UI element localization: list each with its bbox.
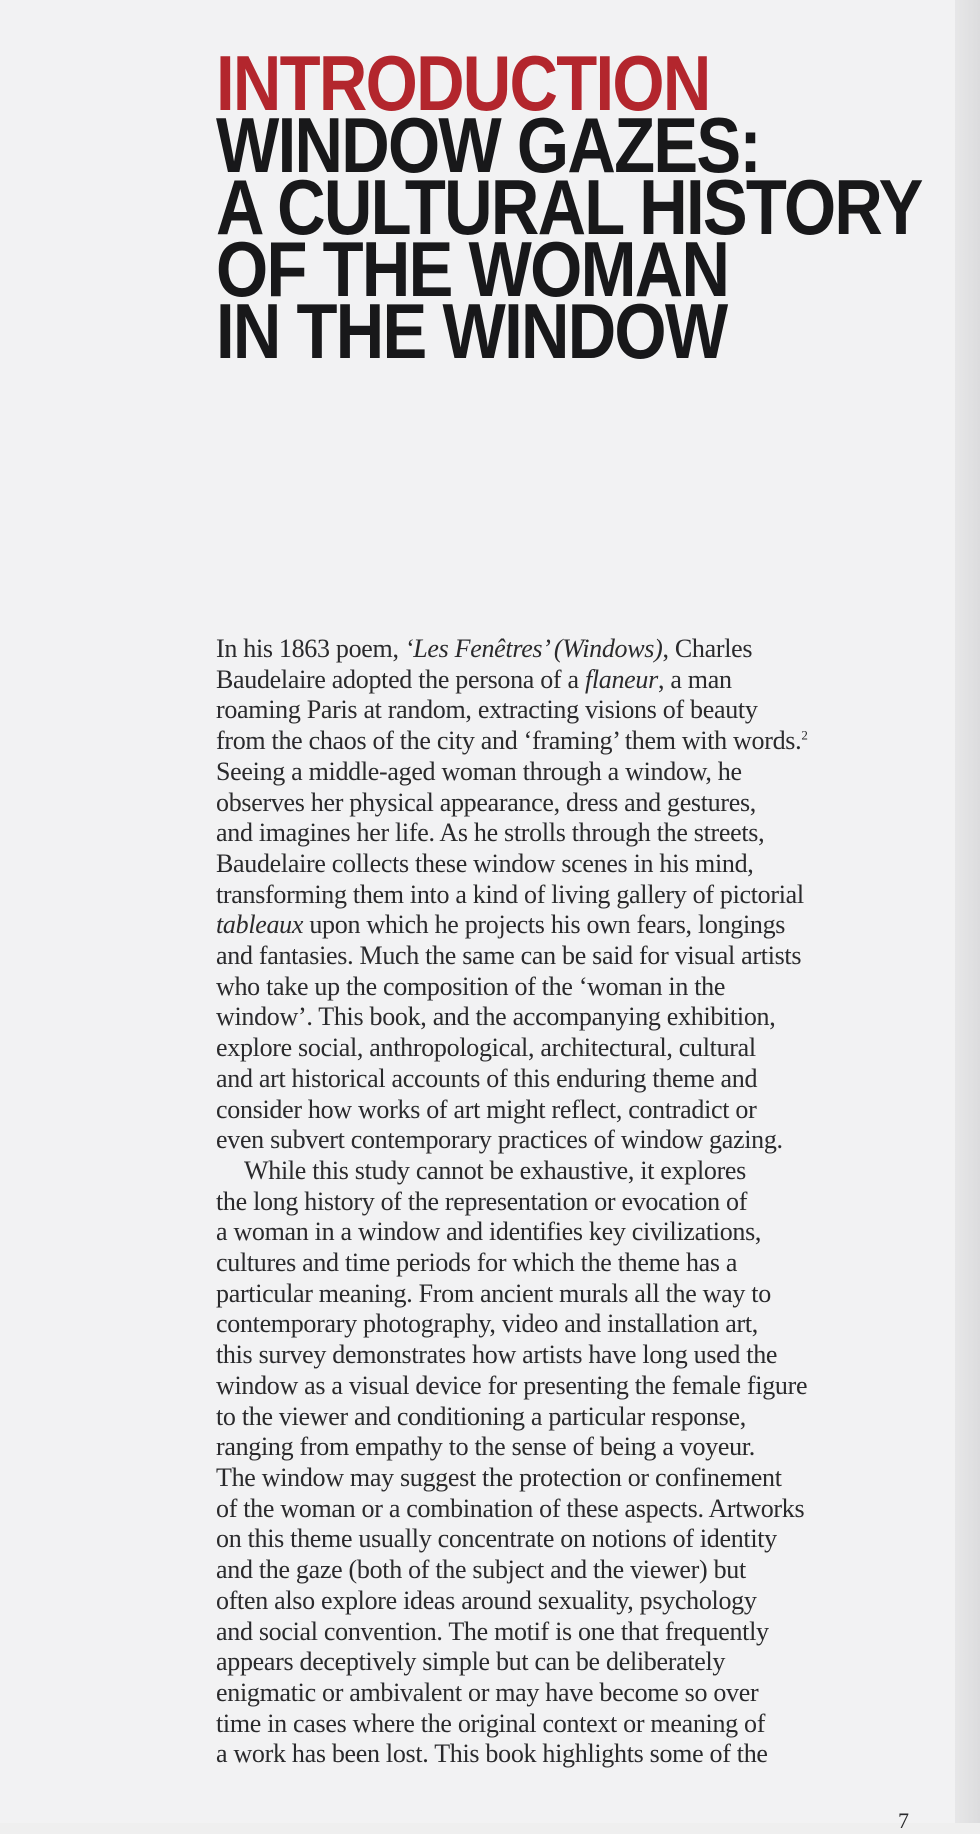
text-line: even subvert contemporary practices of window gazing. bbox=[216, 1125, 783, 1155]
text-line: to the viewer and conditioning a particular response, bbox=[216, 1401, 746, 1431]
text-line: this survey demonstrates how artists have long used the bbox=[216, 1340, 778, 1370]
text-line: window as a visual device for presenting the female figure bbox=[216, 1370, 808, 1400]
text-line: transforming them into a kind of living gallery of pictorial bbox=[216, 879, 804, 909]
text-run: upon which he projects his own fears, longings bbox=[303, 910, 786, 940]
chapter-label: INTRODUCTION bbox=[216, 39, 710, 127]
text-run: Baudelaire adopted the persona of a bbox=[216, 664, 585, 694]
text-line: observes her physical appearance, dress and gestures, bbox=[216, 787, 756, 817]
text-run: from the chaos of the city and ‘framing’ them with words. bbox=[216, 726, 802, 756]
text-line bbox=[216, 726, 916, 757]
text-line: and social convention. The motif is one that frequently bbox=[216, 1616, 769, 1646]
chapter-title-line-4: IN THE WINDOW bbox=[216, 287, 727, 375]
chapter-title-line-3: OF THE WOMAN bbox=[216, 225, 729, 313]
text-line: explore social, anthropological, architectural, cultural bbox=[216, 1033, 756, 1063]
text-line: The window may suggest the protection or confinement bbox=[216, 1462, 782, 1492]
poem-title: ‘Les Fenêtres’ (Windows) bbox=[404, 634, 663, 663]
text-line: and art historical accounts of this enduring theme and bbox=[216, 1063, 758, 1093]
footnote-marker: 2 bbox=[801, 727, 808, 743]
text-line: on this theme usually concentrate on notions of identity bbox=[216, 1524, 777, 1554]
body-text bbox=[216, 634, 916, 1770]
page-gutter-shadow bbox=[955, 0, 980, 1823]
text-line: contemporary photography, video and installation art, bbox=[216, 1309, 758, 1339]
text-line: enigmatic or ambivalent or may have become so over bbox=[216, 1677, 759, 1707]
chapter-title-line-2: A CULTURAL HISTORY bbox=[216, 163, 922, 251]
text-line: of the woman or a combination of these aspects. Artworks bbox=[216, 1493, 805, 1523]
text-line: often also explore ideas around sexuality, psychology bbox=[216, 1585, 757, 1615]
text-line: the long history of the representation or evocation of bbox=[216, 1186, 748, 1216]
text-line: consider how works of art might reflect, contradict or bbox=[216, 1094, 757, 1124]
text-line: window’. This book, and the accompanying exhibition, bbox=[216, 1002, 776, 1032]
text-line: ranging from empathy to the sense of being a voyeur. bbox=[216, 1432, 755, 1462]
text-line bbox=[216, 634, 916, 665]
text-line: cultures and time periods for which the theme has a bbox=[216, 1248, 738, 1278]
text-line: While this study cannot be exhaustive, it explores bbox=[244, 1155, 746, 1185]
text-line: a work has been lost. This book highlights some of the bbox=[216, 1739, 768, 1769]
text-line bbox=[216, 665, 916, 696]
text-line: and fantasies. Much the same can be said for visual artists bbox=[216, 941, 802, 971]
text-line: appears deceptively simple but can be deliberately bbox=[216, 1647, 726, 1677]
text-run: , Charles bbox=[662, 634, 753, 663]
text-line: Seeing a middle-aged woman through a window, he bbox=[216, 756, 742, 786]
italic-term: tableaux bbox=[216, 910, 304, 940]
italic-term: flaneur bbox=[584, 664, 658, 694]
chapter-heading bbox=[216, 39, 936, 375]
text-line: a woman in a window and identifies key civilizations, bbox=[216, 1217, 762, 1247]
text-line: Baudelaire collects these window scenes in his mind, bbox=[216, 848, 754, 878]
text-line: and imagines her life. As he strolls through the streets, bbox=[216, 818, 765, 848]
text-line: time in cases where the original context or meaning of bbox=[216, 1708, 766, 1738]
text-line: and the gaze (both of the subject and the viewer) but bbox=[216, 1555, 746, 1585]
text-line bbox=[216, 910, 916, 941]
chapter-title-line-1: WINDOW GAZES: bbox=[216, 101, 761, 189]
text-line: particular meaning. From ancient murals all the way to bbox=[216, 1278, 771, 1308]
text-line: who take up the composition of the ‘woman in the bbox=[216, 971, 726, 1001]
text-run: In his 1863 poem, bbox=[216, 634, 405, 663]
page-number: 7 bbox=[898, 1808, 909, 1833]
text-line: roaming Paris at random, extracting visions of beauty bbox=[216, 695, 758, 725]
text-run: , a man bbox=[657, 664, 732, 694]
